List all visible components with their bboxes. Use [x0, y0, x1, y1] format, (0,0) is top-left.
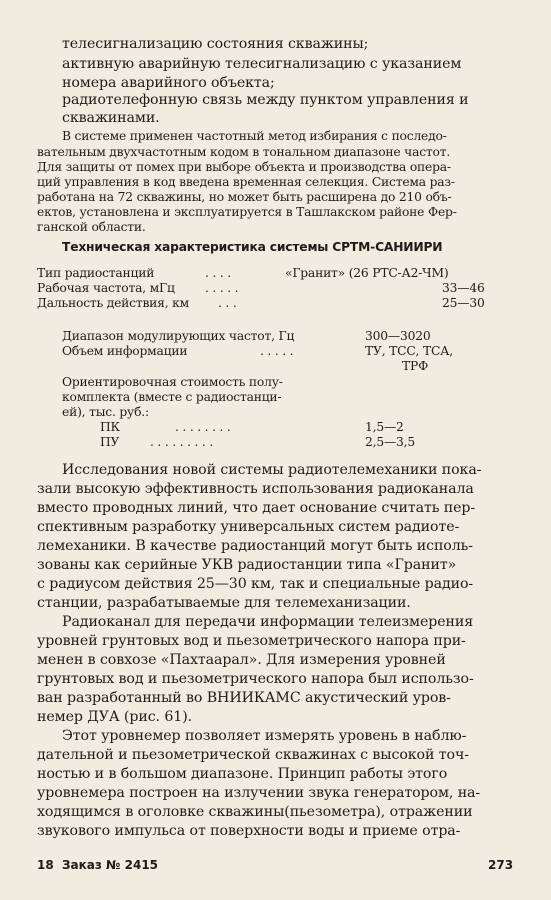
body-line: станции, разрабатываемые для телемеханизации. [37, 595, 411, 611]
order-number: Заказ № 2415 [62, 858, 159, 872]
spec-label: Дальность действия, км [37, 296, 190, 310]
spec-value: 300—3020 [365, 329, 431, 343]
spec-value: ТРФ [402, 359, 429, 373]
list-item: телесигнализацию состояния скважины; [62, 36, 369, 52]
spec-label: Объем информации [62, 344, 188, 358]
body-line: Этот уровнемер позволяет измерять уровень в наблю- [62, 728, 467, 744]
body-line: ван разработанный во ВНИИКАМС акустический уров- [37, 690, 451, 706]
spec-value: 25—30 [442, 296, 485, 310]
cost-dots: . . . . . . . . [175, 420, 231, 434]
list-item: радиотелефонную связь между пунктом управления и [62, 92, 469, 108]
body-line: грунтовых вод и пьезометрического напора был использо- [37, 671, 474, 687]
spec-label: Рабочая частота, мГц [37, 281, 175, 295]
spec-dots: . . . . . [205, 281, 239, 295]
spec-label: Диапазон модулирующих частот, Гц [62, 329, 295, 343]
body-line: вместо проводных линий, что дает основание считать пер- [37, 500, 476, 516]
body-line: уровнемера построен на излучении звука генератором, на- [37, 785, 481, 801]
body-line: спективным разработку универсальных систем радиоте- [37, 519, 460, 535]
body-line: зали высокую эффективность использования радиоканала [37, 481, 474, 497]
body-line: лемеханики. В качестве радиостанций могут быть исполь- [37, 538, 473, 554]
cost-label-line: комплекта (вместе с радиостанци- [62, 390, 282, 404]
small-paragraph-line: ектов, установлена и эксплуатируется в Ташлакском районе Фер- [37, 205, 457, 219]
small-paragraph-line: вательным двухчастотным кодом в тональном диапазоне частот. [37, 145, 451, 159]
small-paragraph-line: ганской области. [37, 220, 146, 234]
body-line: менен в совхозе «Пахтаарал». Для измерения уровней [37, 652, 446, 668]
body-line: зованы как серийные УКВ радиостанции типа «Гранит» [37, 557, 457, 573]
spec-dots: . . . . . [260, 344, 294, 358]
page-number: 273 [488, 858, 514, 872]
small-paragraph-line: работана на 72 скважины, но может быть расширена до 210 объ- [37, 190, 452, 204]
body-line: дательной и пьезометрической скважинах с высокой точ- [37, 747, 469, 763]
cost-value: 2,5—3,5 [365, 435, 416, 449]
body-line: с радиусом действия 25—30 км, так и специальные радио- [37, 576, 474, 592]
cost-label: ПУ [100, 435, 120, 449]
small-paragraph-line: Для защиты от помех при выборе объекта и производства опера- [37, 160, 451, 174]
list-item: номера аварийного объекта; [62, 75, 275, 91]
body-line: уровней грунтовых вод и пьезометрического напора при- [37, 633, 466, 649]
small-paragraph-line: В системе применен частотный метод избирания с последо- [62, 129, 447, 143]
spec-value: ТУ, ТСС, ТСА, [365, 344, 453, 358]
list-item: скважинами. [62, 110, 160, 126]
cost-dots: . . . . . . . . . [150, 435, 214, 449]
small-paragraph-line: ций управления в код введена временная селекция. Система раз- [37, 175, 455, 189]
body-line: звукового импульса от поверхности воды и приеме отра- [37, 823, 461, 839]
signature-mark: 18 [37, 858, 54, 872]
body-line: ходящимся в оголовке скважины(пьезометра), отражении [37, 804, 473, 820]
cost-label-line: ей), тыс. руб.: [62, 405, 149, 419]
spec-label: Тип радиостанций [37, 266, 155, 280]
list-item: активную аварийную телесигнализацию с указанием [62, 56, 462, 72]
body-line: ностью и в большом диапазоне. Принцип работы этого [37, 766, 448, 782]
body-line: немер ДУА (рис. 61). [37, 709, 193, 725]
cost-label: ПК [100, 420, 120, 434]
body-line: Исследования новой системы радиотелемеханики пока- [62, 462, 482, 478]
body-line: Радиоканал для передачи информации телеизмерения [62, 614, 474, 630]
spec-value: «Гранит» (26 РТС-А2-ЧМ) [285, 266, 449, 280]
cost-label-line: Ориентировочная стоимость полу- [62, 375, 283, 389]
spec-dots: . . . [218, 296, 237, 310]
spec-value: 33—46 [442, 281, 485, 295]
spec-heading: Техническая характеристика системы СРТМ-САНИИРИ [62, 240, 443, 254]
cost-value: 1,5—2 [365, 420, 404, 434]
spec-dots: . . . . [205, 266, 231, 280]
